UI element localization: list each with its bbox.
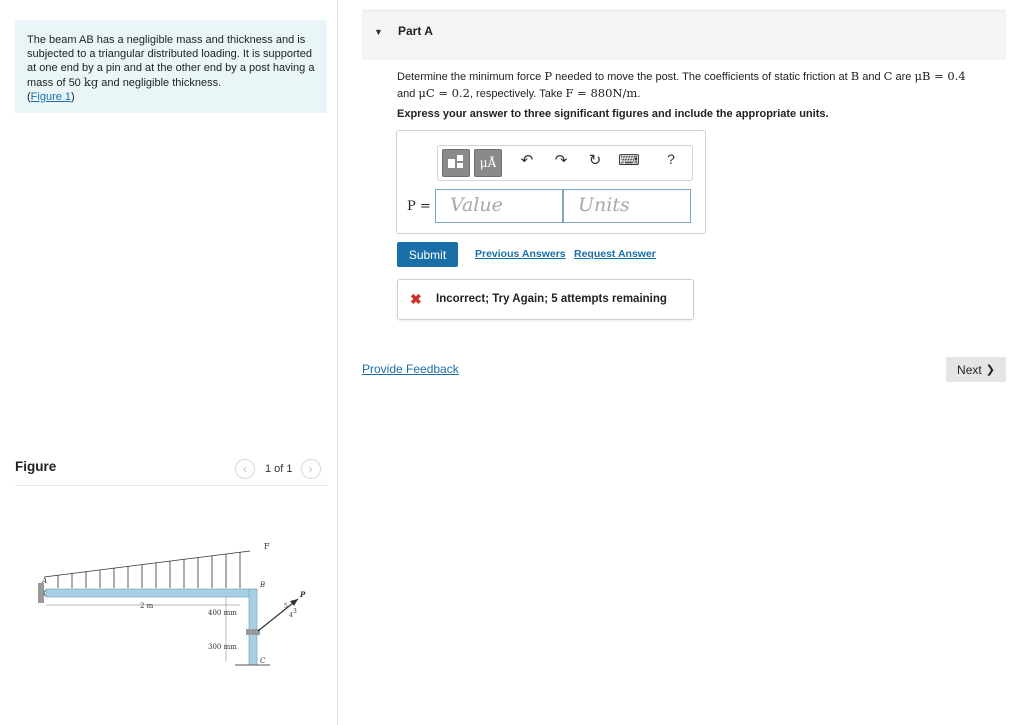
q-text-1: Determine the minimum force: [397, 71, 542, 83]
label-400mm: 400 mm: [208, 609, 237, 617]
label-f: F: [264, 542, 270, 551]
beam-ab: [46, 589, 256, 597]
label-ratio-4: 4: [289, 612, 293, 619]
undo-icon[interactable]: ↶: [520, 152, 534, 169]
answer-toolbar: [437, 145, 693, 181]
pin-wall: [38, 583, 44, 603]
q-text-2: needed to move the post. The coefficients of static friction at: [555, 71, 848, 83]
next-button[interactable]: [946, 357, 1006, 382]
beam-diagram: [30, 535, 320, 675]
problem-text-1: The beam AB has a negligible mass and thickness and is subjected to a triangular distributed loading. It is supported at one end by a pin and at the other end by a post having a mass of 50: [27, 34, 315, 89]
label-2m: 2 m: [140, 602, 154, 610]
q-symbol-p: P: [544, 69, 553, 83]
problem-text-2: and negligible thickness.: [101, 77, 222, 89]
question-text: [397, 68, 997, 102]
help-icon[interactable]: ?: [667, 151, 675, 167]
post: [249, 589, 257, 665]
figure-header: [15, 458, 327, 486]
redo-icon[interactable]: ↷: [554, 152, 568, 169]
label-ratio-3: 3: [293, 608, 297, 615]
label-a: A: [42, 577, 48, 585]
part-title: Part A: [398, 24, 433, 38]
q-text-3: and: [397, 88, 416, 100]
error-x-icon: ✖: [410, 291, 422, 307]
q-mu-b: μB = 0.4: [914, 69, 966, 83]
reset-icon[interactable]: ↻: [588, 152, 602, 169]
next-label: Next: [957, 362, 982, 377]
chevron-right-next-icon: ❯: [985, 364, 995, 376]
label-c: C: [260, 657, 266, 665]
figure-link[interactable]: Figure 1: [30, 91, 72, 103]
q-period: .: [637, 88, 641, 100]
previous-answers-link[interactable]: Previous Answers: [475, 248, 566, 260]
answer-label: P =: [407, 199, 431, 214]
post-collar: [246, 629, 260, 635]
label-b: B: [260, 581, 266, 589]
q-mu-c: μC = 0.2: [418, 86, 470, 100]
paren-close: ): [71, 91, 75, 103]
value-input[interactable]: Value: [435, 189, 563, 223]
caret-down-icon[interactable]: ▼: [374, 27, 383, 37]
templates-icon[interactable]: [442, 149, 470, 177]
provide-feedback-link[interactable]: Provide Feedback: [362, 362, 459, 376]
q-are: are: [895, 71, 912, 83]
figure-pagination: [235, 458, 321, 480]
figure-count: 1 of 1: [265, 463, 293, 475]
load-line: [44, 551, 250, 577]
q-symbol-c: C: [883, 69, 893, 83]
keyboard-icon[interactable]: ⌨: [618, 152, 640, 169]
q-f-value: F = 880N/m: [565, 86, 638, 100]
problem-statement: [15, 20, 327, 113]
units-input[interactable]: Units: [563, 189, 691, 223]
left-panel: [0, 0, 338, 725]
q-text-4: , respectively. Take: [469, 88, 563, 100]
load-arrows: [58, 552, 240, 588]
figure-title: Figure: [15, 459, 57, 474]
paren-open: (: [27, 91, 31, 103]
q-and: and: [862, 71, 881, 83]
feedback-box: [397, 279, 694, 320]
label-p: P: [300, 590, 306, 599]
answer-box: [396, 130, 706, 234]
submit-button[interactable]: Submit: [397, 242, 458, 267]
label-300mm: 300 mm: [208, 643, 237, 651]
q-symbol-b: B: [850, 69, 860, 83]
instruction: Express your answer to three significant figures and include the appropriate units.: [397, 108, 829, 120]
units-button[interactable]: μÅ: [474, 149, 502, 177]
feedback-text: Incorrect; Try Again; 5 attempts remaining: [436, 293, 667, 305]
request-answer-link[interactable]: Request Answer: [574, 248, 656, 260]
label-ratio-5: 5: [284, 603, 288, 610]
chevron-right-icon[interactable]: ›: [301, 459, 321, 479]
chevron-left-icon[interactable]: ‹: [235, 459, 255, 479]
mass-unit: kg: [83, 75, 99, 89]
part-header[interactable]: [362, 10, 1006, 60]
